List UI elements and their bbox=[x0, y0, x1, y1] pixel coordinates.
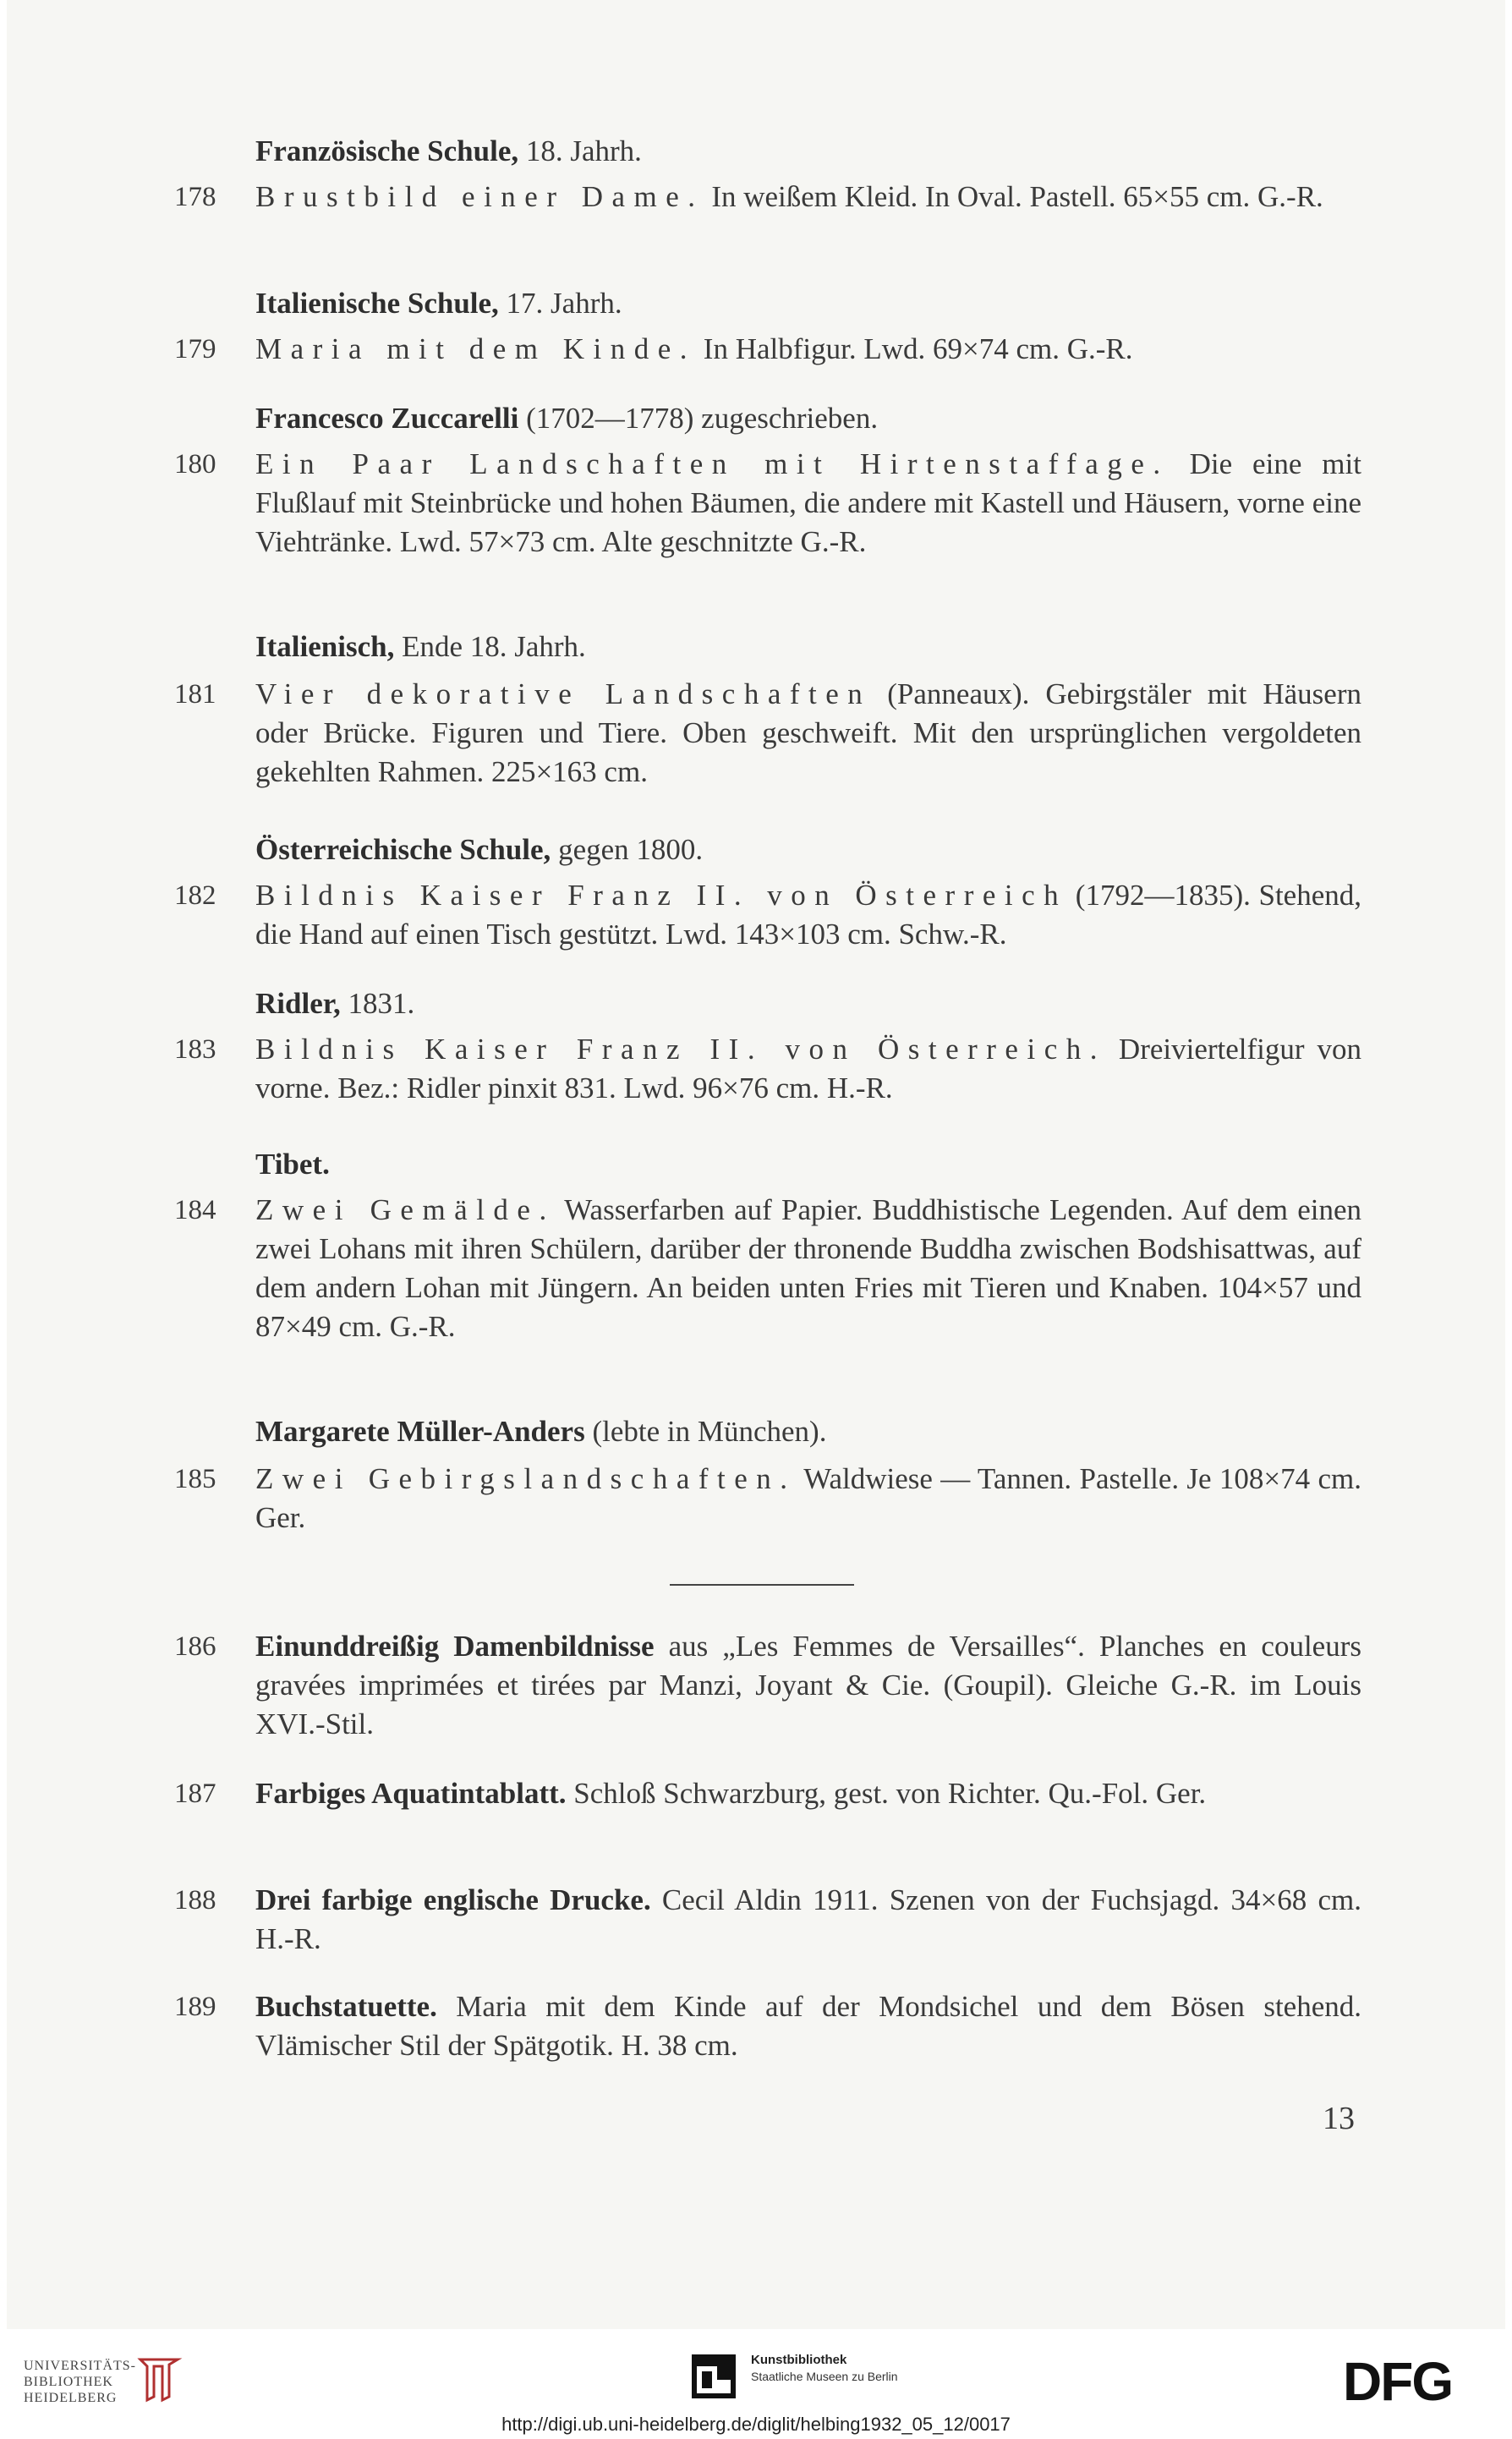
dfg-logo[interactable]: DFG bbox=[1343, 2351, 1453, 2412]
section-name: Französische Schule, bbox=[255, 134, 519, 167]
section-heading bbox=[255, 1412, 826, 1451]
lot-entry bbox=[255, 675, 1361, 792]
section-name: Österreichische Schule, bbox=[255, 833, 551, 866]
section-date: Ende 18. Jahrh. bbox=[394, 630, 586, 663]
lot-description: (Panneaux). Gebirgstäler mit Häusern oder Brücke. Figuren und Tiere. Oben geschweift. Mit den ursprünglichen vergoldeten gekehlten Rahmen. 225×163 cm. bbox=[255, 677, 1361, 788]
lot-description: Waldwiese — Tannen. Pastelle. Je 108×74 cm. Ger. bbox=[255, 1462, 1361, 1534]
lot-description: In weißem Kleid. In Oval. Pastell. 65×55 cm. G.-R. bbox=[704, 180, 1323, 213]
section-date: 17. Jahrh. bbox=[498, 287, 622, 320]
lot-title: Einunddreißig Damenbildnisse bbox=[255, 1630, 655, 1663]
lot-entry bbox=[255, 1774, 1361, 1813]
lot-title: Buchstatuette. bbox=[255, 1990, 437, 2023]
ub-line: UNIVERSITÄTS- bbox=[24, 2359, 136, 2373]
ub-line: BIBLIOTHEK bbox=[24, 2375, 113, 2389]
lot-entry bbox=[255, 1191, 1361, 1346]
lot-number: 188 bbox=[174, 1885, 216, 1916]
lot-title: Vier dekorative Landschaften bbox=[255, 677, 872, 710]
lot-entry bbox=[255, 330, 1361, 369]
lot-entry bbox=[255, 1987, 1361, 2065]
section-date: (lebte in München). bbox=[584, 1415, 827, 1448]
lot-title: Drei farbige englische Drucke. bbox=[255, 1883, 651, 1916]
lot-entry bbox=[255, 445, 1361, 562]
lot-description: Dreiviertelfigur von vorne. Bez.: Ridler pinxit 831. Lwd. 96×76 cm. H.-R. bbox=[255, 1033, 1361, 1104]
section-name: Francesco Zuccarelli bbox=[255, 402, 519, 435]
lot-description: In Halbfigur. Lwd. 69×74 cm. G.-R. bbox=[696, 332, 1133, 365]
lot-number: 186 bbox=[174, 1631, 216, 1662]
section-date: 1831. bbox=[340, 987, 415, 1020]
lot-title: Farbiges Aquatintablatt. bbox=[255, 1777, 567, 1810]
lot-description: (1792—1835). Stehend, die Hand auf einen Tisch gestützt. Lwd. 143×103 cm. Schw.-R. bbox=[255, 879, 1361, 951]
section-divider bbox=[670, 1584, 854, 1586]
section-heading bbox=[255, 399, 878, 438]
section-date: 18. Jahrh. bbox=[518, 134, 642, 167]
lot-number: 182 bbox=[174, 880, 216, 911]
lot-title: Maria mit dem Kinde. bbox=[255, 332, 697, 365]
ub-line: HEIDELBERG bbox=[24, 2391, 118, 2405]
lot-entry bbox=[255, 876, 1361, 954]
lot-entry bbox=[255, 1030, 1361, 1108]
lot-number: 179 bbox=[174, 334, 216, 364]
lot-title: Zwei Gemälde. bbox=[255, 1193, 556, 1226]
section-heading bbox=[255, 984, 414, 1023]
section-name: Italienische Schule, bbox=[255, 287, 499, 320]
document-page bbox=[7, 0, 1505, 2329]
lot-title: Ein Paar Landschaften mit Hirtenstaffage. bbox=[255, 447, 1170, 480]
kunstbibliothek-logo-icon[interactable] bbox=[692, 2354, 736, 2398]
section-date: gegen 1800. bbox=[551, 833, 704, 866]
lot-description: Wasserfarben auf Papier. Buddhistische Legenden. Auf dem einen zwei Lohans mit ihren Schülern, darüber der thronende Buddha zwischen Bodshisattwas, auf dem andern Lohan mit Jüngern. An beiden unten Fries mit Tieren und Knaben. 104×57 und 87×49 cm. G.-R. bbox=[255, 1193, 1361, 1343]
lot-description: Maria mit dem Kinde auf der Mondsichel und dem Bösen stehend. Vlämischer Stil der Spätgotik. H. 38 cm. bbox=[255, 1990, 1361, 2062]
section-heading bbox=[255, 132, 642, 171]
ub-heidelberg-wordmark[interactable] bbox=[24, 2358, 136, 2406]
section-name: Margarete Müller-Anders bbox=[255, 1415, 585, 1448]
lot-title: Bildnis Kaiser Franz II. von Österreich bbox=[255, 879, 1068, 912]
lot-number: 184 bbox=[174, 1195, 216, 1225]
section-heading bbox=[255, 830, 703, 869]
kunstbibliothek-subtitle: Staatliche Museen zu Berlin bbox=[751, 2370, 898, 2383]
lot-description: aus „Les Femmes de Versailles“. Planches en couleurs gravées imprimées et tirées par Manzi, Joyant & Cie. (Goupil). Gleiche G.-R. im Louis XVI.-Stil. bbox=[255, 1630, 1361, 1740]
lot-number: 187 bbox=[174, 1779, 216, 1809]
lot-entry bbox=[255, 178, 1361, 216]
lot-entry bbox=[255, 1627, 1361, 1744]
lot-description: Die eine mit Flußlauf mit Steinbrücke und hohen Bäumen, die andere mit Kastell und Häusern, vorne eine Viehtränke. Lwd. 57×73 cm. Alte geschnitzte G.-R. bbox=[255, 447, 1361, 558]
section-heading bbox=[255, 628, 586, 666]
section-name: Ridler, bbox=[255, 987, 341, 1020]
lot-number: 181 bbox=[174, 679, 216, 710]
lot-description: Cecil Aldin 1911. Szenen von der Fuchsjagd. 34×68 cm. H.-R. bbox=[255, 1883, 1361, 1955]
section-name: Italienisch, bbox=[255, 630, 395, 663]
section-heading bbox=[255, 1145, 330, 1184]
lot-entry bbox=[255, 1881, 1361, 1959]
permalink-url[interactable]: http://digi.ub.uni-heidelberg.de/diglit/helbing1932_05_12/0017 bbox=[501, 2414, 1011, 2435]
kunstbibliothek-name: Kunstbibliothek bbox=[751, 2353, 847, 2367]
section-name: Tibet. bbox=[255, 1148, 330, 1181]
page-number: 13 bbox=[1323, 2101, 1355, 2136]
lot-number: 180 bbox=[174, 449, 216, 480]
lot-number: 183 bbox=[174, 1034, 216, 1065]
lot-number: 185 bbox=[174, 1464, 216, 1494]
lot-number: 178 bbox=[174, 182, 216, 212]
lot-entry bbox=[255, 1460, 1361, 1537]
lot-description: Schloß Schwarzburg, gest. von Richter. Qu.-Fol. Ger. bbox=[566, 1777, 1207, 1810]
lot-title: Zwei Gebirgslandschaften. bbox=[255, 1462, 797, 1495]
ub-heidelberg-logo-icon[interactable] bbox=[135, 2353, 183, 2403]
lot-title: Bildnis Kaiser Franz II. von Österreich. bbox=[255, 1033, 1106, 1066]
viewer-footer bbox=[0, 2329, 1512, 2439]
section-heading bbox=[255, 284, 622, 323]
section-date: (1702—1778) zugeschrieben. bbox=[518, 402, 879, 435]
lot-title: Brustbild einer Dame. bbox=[255, 180, 704, 213]
lot-number: 189 bbox=[174, 1992, 216, 2022]
